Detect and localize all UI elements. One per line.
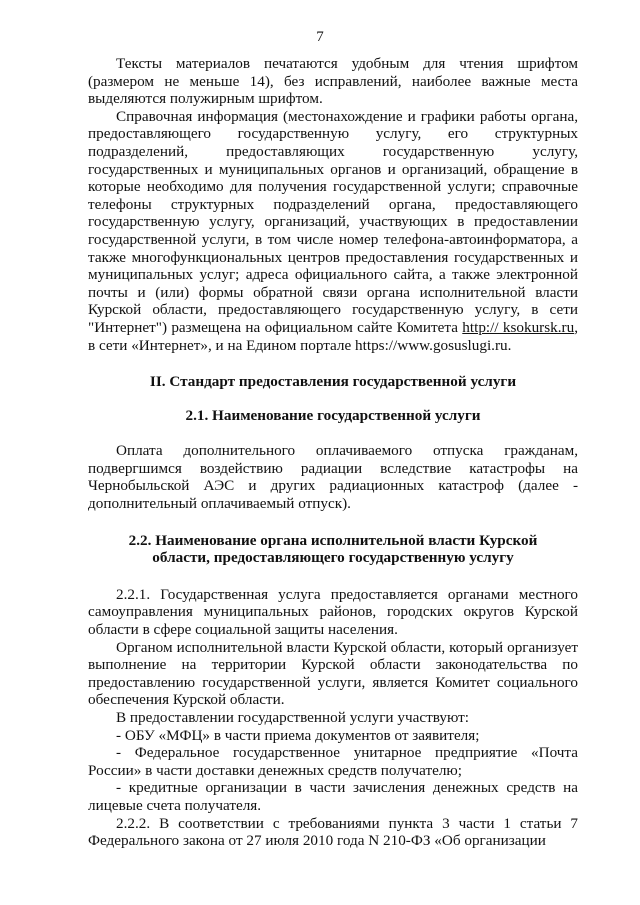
paragraph-service-name: Оплата дополнительного оплачиваемого отпуска гражданам, подвергшимся воздействию радиации вследствие катастрофы на Чернобыльской АЭС и других радиационных катастроф (далее - дополнительный оплачиваемый отпуск). bbox=[88, 442, 578, 513]
participant-item-post: - Федеральное государственное унитарное предприятие «Почта России» в части доставки денежных средств получателю; bbox=[88, 744, 578, 779]
participant-item-mfc: - ОБУ «МФЦ» в части приема документов от заявителя; bbox=[116, 726, 480, 744]
page-number: 7 bbox=[316, 29, 324, 45]
reference-info-text: Справочная информация (местонахождение и графики работы органа, предоставляющего государственную услугу, его структурных подразделений, предоставляющих государственную услугу, государственных и муниципальных органов и организаций, обращение в которые необходимо для получения государственной услуги; справочные телефоны структурных подразделений органа, предоставляющего государственную услугу, организаций, участвующих в предоставлении государственной услуги, в том числе номер телефона-автоинформатора, а также многофункциональных центров предоставления государственных и муниципальных услуг; адреса официального сайта, а также электронной почты и (или) формы обратной связи органа исполнительной власти Курской области, предоставляющего государственную услугу, в сети "Интернет") размещена на официальном сайте Комитета bbox=[88, 107, 578, 336]
document-body bbox=[88, 55, 578, 850]
subsection-2-2-title: 2.2. Наименование органа исполнительной власти Курской области, предоставляющего государственную услугу bbox=[128, 531, 538, 567]
paragraph-participants: В предоставлении государственной услуги участвуют: bbox=[116, 709, 469, 726]
section-2-title: II. Стандарт предоставления государственной услуги bbox=[149, 373, 517, 391]
paragraph-2-2-2: 2.2.2. В соответствии с требованиями пункта 3 части 1 статьи 7 Федерального закона от 27 июля 2010 года N 210-ФЗ «Об организации bbox=[88, 814, 578, 850]
paragraph-2-2-1: 2.2.1. Государственная услуга предоставляется органами местного самоуправления муниципальных районов, городских округов Курской области в сфере социальной защиты населения. bbox=[88, 585, 578, 639]
participant-item-credit: - кредитные организации в части зачисления денежных средств на лицевые счета получателя. bbox=[88, 779, 578, 814]
paragraph-reference-info bbox=[88, 108, 578, 354]
committee-site-link[interactable]: http:// ksokursk.ru bbox=[462, 318, 575, 336]
paragraph-fonts: Тексты материалов печатаются удобным для чтения шрифтом (размером не меньше 14), без исправлений, наиболее важные места выделяются полужирным шрифтом. bbox=[88, 55, 578, 108]
subsection-2-1-title: 2.1. Наименование государственной услуги bbox=[185, 406, 481, 424]
paragraph-organizing-body: Органом исполнительной власти Курской области, который организует выполнение на территории Курской области законодательства по предоставлению государственной услуги, является Комитет социального обеспечения Курской области. bbox=[88, 638, 578, 709]
reference-info-tail: , в сети «Интернет», и на Едином портале https://www.gosuslugi.ru. bbox=[88, 318, 578, 354]
